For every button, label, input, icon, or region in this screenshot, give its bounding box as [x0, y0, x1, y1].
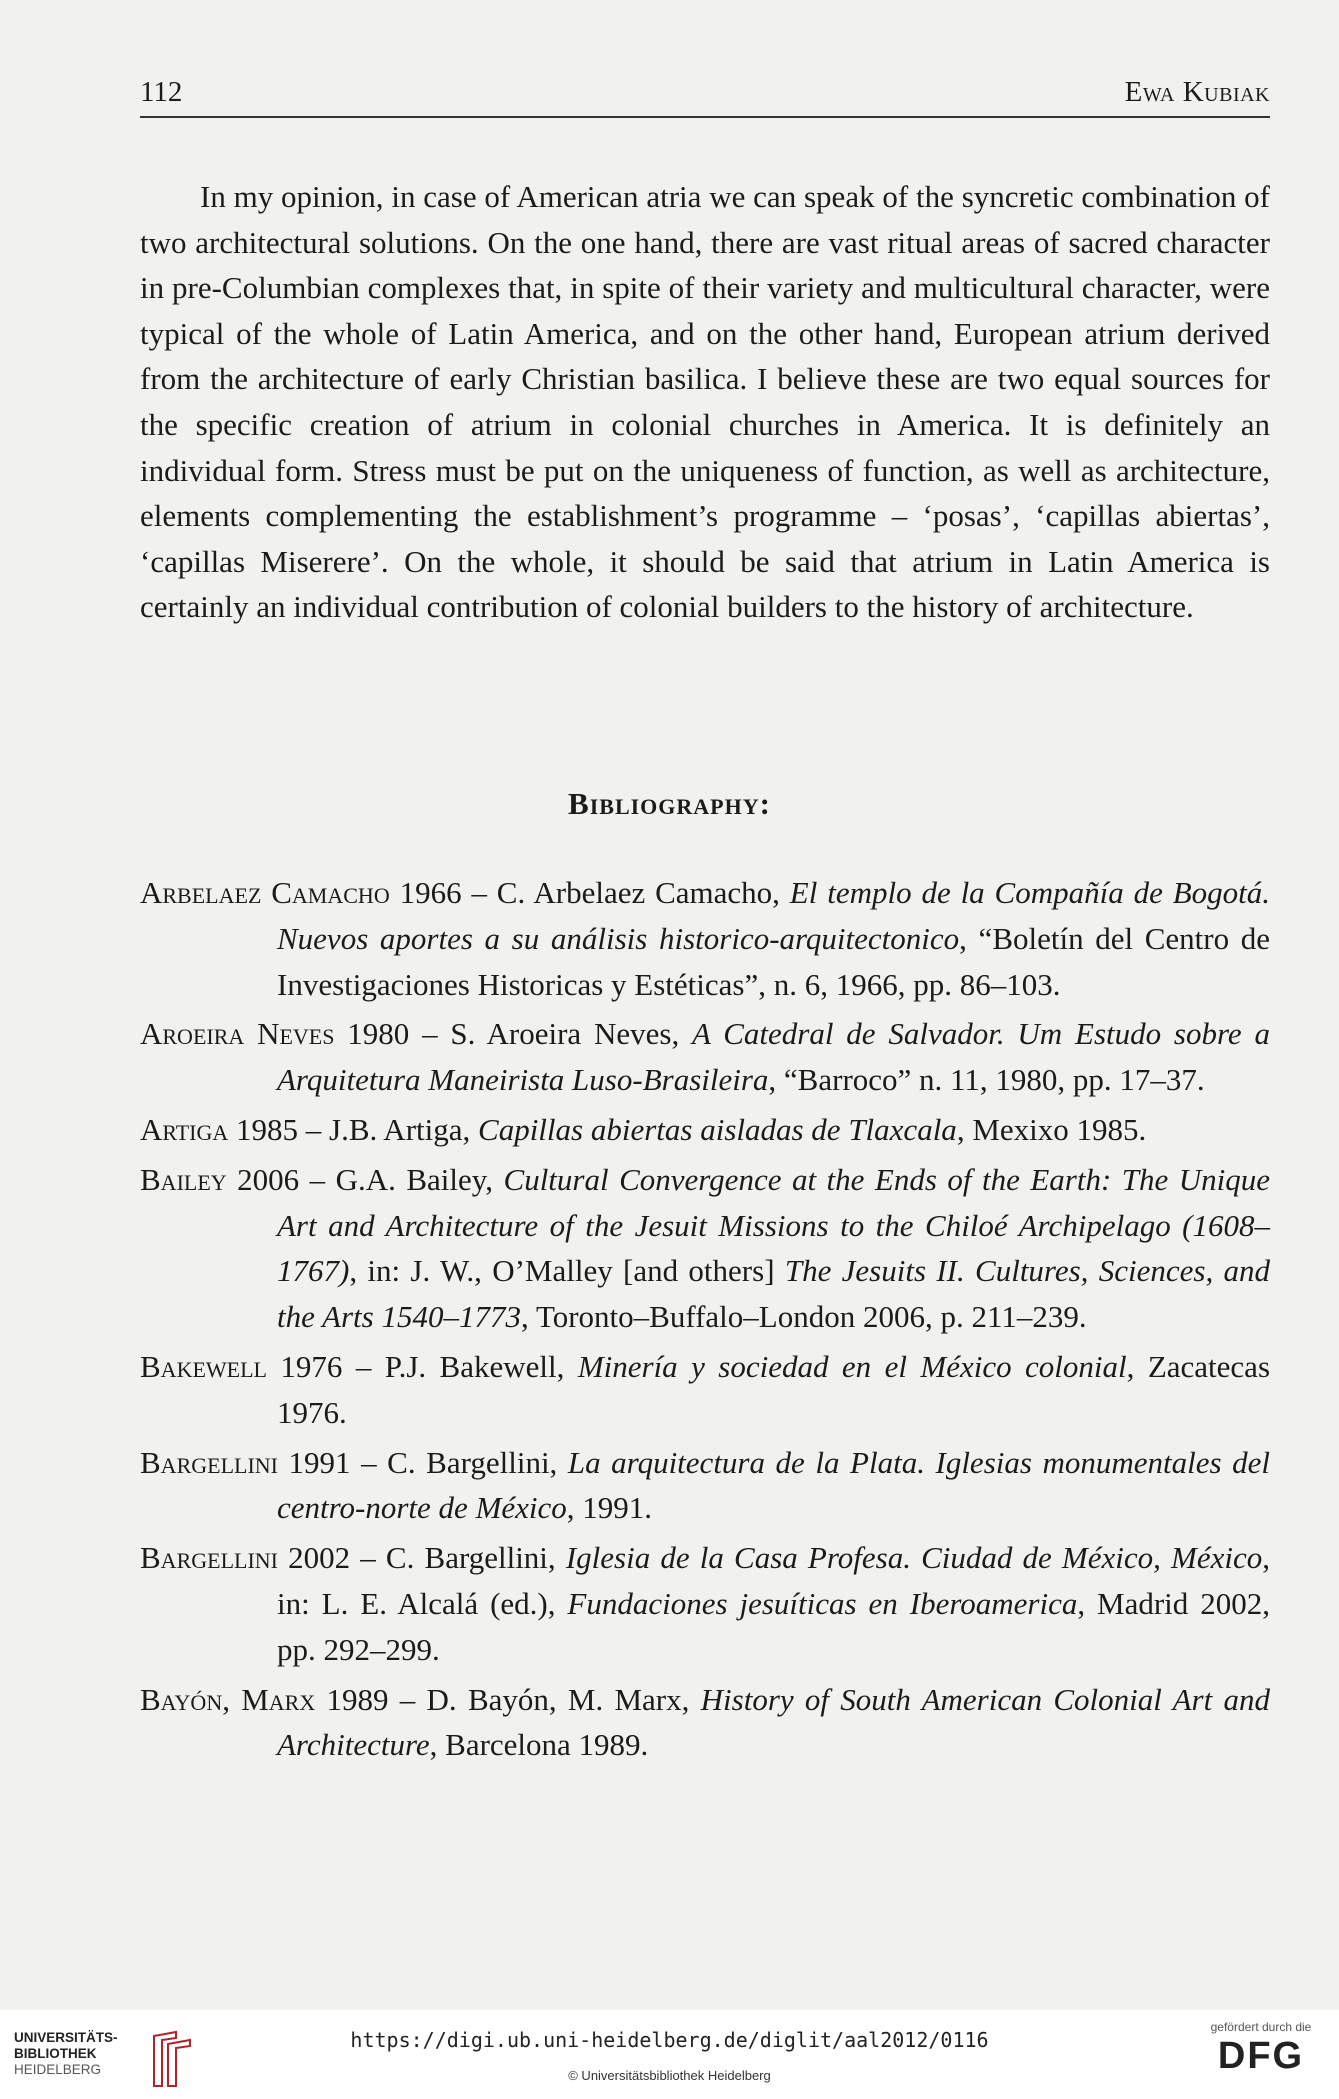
bibliography-entry [140, 1107, 1270, 1153]
bib-title: La arquitectura de la Plata. Iglesias monumentales del centro-norte de México [277, 1444, 1271, 1526]
bib-text: , “Barroco” n. 11, 1980, pp. 17–37. [768, 1062, 1205, 1098]
bib-key: Arbelaez Camacho 1966 [140, 875, 462, 910]
bib-text: – S. Aroeira Neves, [409, 1016, 693, 1052]
bib-key: Bayón, Marx 1989 [140, 1681, 389, 1717]
bib-key: Artiga 1985 [140, 1111, 299, 1147]
bib-text: , Madrid 2002, pp. 292–299. [277, 1585, 1270, 1667]
bib-title: Minería y sociedad en el México colonial [577, 1348, 1127, 1384]
bib-key: Aroeira Neves 1980 [140, 1016, 410, 1052]
funder-note: gefördert durch die [1210, 2020, 1312, 2034]
page-header [140, 76, 1270, 118]
bibliography-entry [140, 870, 1270, 1007]
bib-text: – C. Bargellini, [350, 1540, 566, 1576]
bib-key: Bargellini 2002 [140, 1540, 351, 1576]
bib-title: The Jesuits II. Cultures, Sciences, and the Arts 1540–1773 [277, 1253, 1270, 1335]
bib-text: – J.B. Artiga, [298, 1111, 479, 1147]
bibliography-entry [140, 1157, 1270, 1340]
bib-text: , 1991. [566, 1490, 653, 1526]
bib-text: , Toronto–Buffalo–London 2006, p. 211–239. [521, 1299, 1087, 1335]
bib-title: Iglesia de la Casa Profesa. Ciudad de México, México [565, 1540, 1263, 1576]
bib-text: , Barcelona 1989. [429, 1727, 649, 1763]
bib-text: – G.A. Bailey, [299, 1161, 504, 1197]
bib-text: , in: L. E. Alcalá (ed.), [277, 1540, 1271, 1621]
bib-key: Bargellini 1991 [140, 1444, 351, 1480]
library-name-line: HEIDELBERG [14, 2062, 102, 2077]
dfg-wordmark: DFG [1217, 2035, 1305, 2077]
bib-title: Cultural Convergence at the Ends of the Earth: The Unique Art and Architecture of the Jesuit Missions to the Chiloé Archipelago (1608–1767) [277, 1161, 1270, 1289]
bib-key: Bailey 2006 [140, 1161, 300, 1197]
dfg-logo[interactable] [1201, 2020, 1321, 2095]
bib-title: A Catedral de Salvador. Um Estudo sobre a Arquitetura Maneirista Luso-Brasileira [277, 1016, 1270, 1098]
bib-text: – C. Arbelaez Camacho, [461, 875, 790, 910]
bibliography-entry [140, 1440, 1270, 1532]
permalink-url[interactable]: https://digi.ub.uni-heidelberg.de/diglit/aal2012/0116 [350, 2028, 989, 2052]
page-number: 112 [140, 76, 183, 108]
bibliography-entry [140, 1677, 1270, 1769]
bib-text: , in: J. W., O’Malley [and others] [349, 1253, 785, 1289]
copyright-notice: © Universitätsbibliothek Heidelberg [568, 2068, 771, 2083]
bib-title: History of South American Colonial Art and Architecture [277, 1681, 1270, 1763]
bib-key: Bakewell 1976 [140, 1348, 343, 1384]
bib-text: – D. Bayón, M. Marx, [388, 1681, 701, 1717]
bibliography-entry [140, 1344, 1270, 1436]
bib-text: , Zacatecas 1976. [277, 1348, 1271, 1430]
library-name-line: UNIVERSITÄTS- [14, 2030, 118, 2045]
bib-text: , “Boletín del Centro de Investigaciones Historicas y Estéticas”, n. 6, 1966, pp. 86–103. [277, 920, 1271, 1002]
bib-title: Capillas abiertas aisladas de Tlaxcala [478, 1111, 957, 1147]
viewer-footer [0, 2010, 1339, 2099]
bib-text: – C. Bargellini, [350, 1444, 568, 1480]
body-paragraph: In my opinion, in case of American atria we can speak of the syncretic combination of two architectural solutions. On the one hand, there are vast ritual areas of sacred character in pre-Columbian complexes that, in spite of their variety and multicultural character, were typical of the whole of Latin America, and on the other hand, European atrium derived from the architecture of early Christian basilica. I believe these are two equal sources for the specific creation of atrium in colonial churches in America. It is definitely an individual form. Stress must be put on the uniqueness of function, as well as architecture, elements complementing the establishment’s programme – ‘posas’, ‘capillas abiertas’, ‘capillas Miserere’. On the whole, it should be said that atrium in Latin America is certainly an individual contribution of colonial builders to the history of architecture. [140, 179, 1270, 625]
bibliography-entry [140, 1011, 1270, 1103]
bib-text: , Mexixo 1985. [956, 1111, 1147, 1147]
bibliography-heading: Bibliography: [568, 786, 771, 821]
bib-title: El templo de la Compañía de Bogotá. Nuevos aportes a su análisis historico-arquitectonico [277, 875, 1271, 956]
library-name-line: BIBLIOTHEK [14, 2046, 97, 2061]
running-head-author: Ewa Kubiak [1124, 76, 1270, 108]
bibliography-list [140, 870, 1270, 1772]
bib-text: – P.J. Bakewell, [342, 1348, 578, 1384]
bibliography-entry [140, 1535, 1270, 1672]
bib-title: Fundaciones jesuíticas en Iberoamerica [567, 1585, 1078, 1621]
